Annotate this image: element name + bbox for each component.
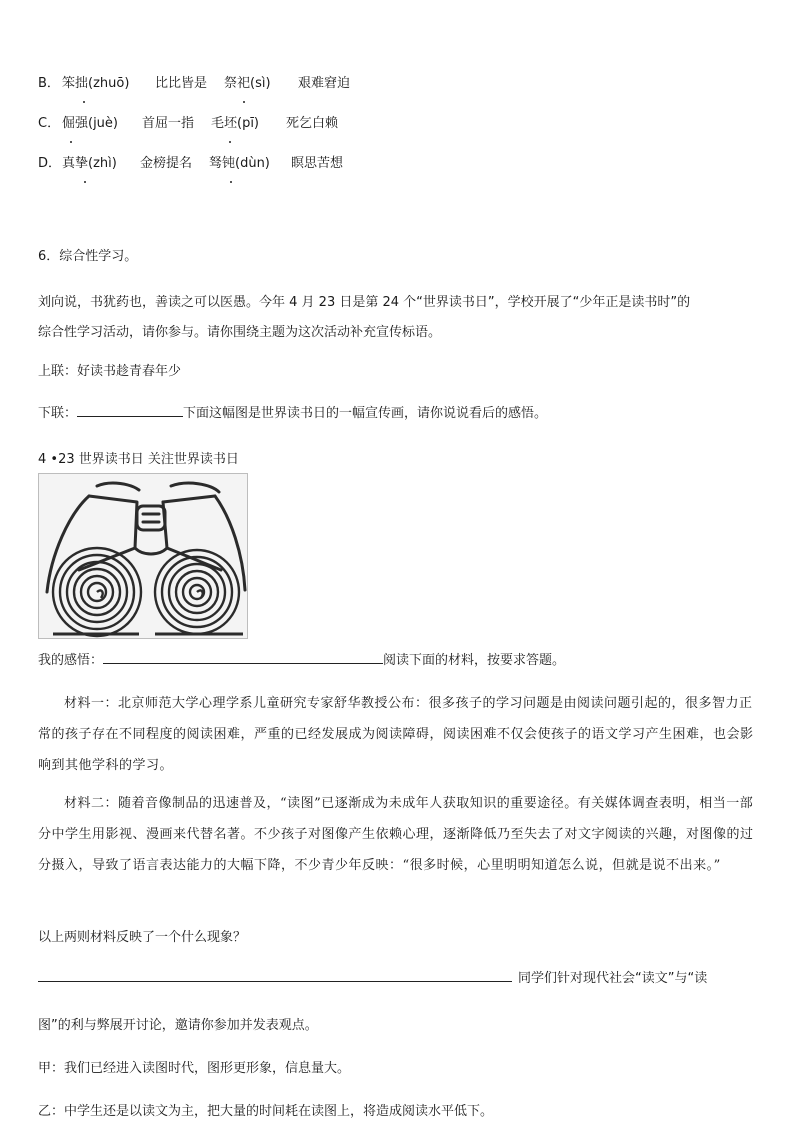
feeling-answer-blank[interactable] bbox=[103, 663, 383, 664]
question-6-intro-line-2: 综合性学习活动，请你参与。请你围绕主题为这次活动补充宣传标语。 bbox=[38, 325, 442, 340]
option-c bbox=[38, 113, 398, 135]
question-1: 以上两则材料反映了一个什么现象？ bbox=[38, 930, 247, 945]
material-1: 材料一：北京师范大学心理学系儿童研究专家舒华教授公布：很多孩子的学习问题是由阅读问题引起的，很多智力正常的孩子存在不同程度的阅读困难，严重的已经发展成为阅读障碍，阅读困难不仅会使孩子的语文学习产生困难，也会影响到其他学科的学习。 bbox=[38, 696, 754, 773]
option-b bbox=[38, 73, 398, 95]
question-6-intro-line-1: 刘向说，书犹药也，善读之可以医愚。今年 4 月 23 日是第 24 个“世界读书日”，学校开展了“少年正是读书时”的 bbox=[38, 295, 691, 310]
opinion-yi: 乙：中学生还是以读文为主，把大量的时间耗在读图上，将造成阅读水平低下。 bbox=[38, 1104, 494, 1119]
question-6-title: 6．综合性学习。 bbox=[38, 249, 138, 264]
xialian-line bbox=[38, 402, 547, 421]
option-b-letter: B． bbox=[38, 76, 60, 91]
option-b-item-4: 艰难窘迫 bbox=[298, 76, 351, 91]
discussion-line-1 bbox=[38, 967, 707, 986]
emphasis-dot bbox=[83, 101, 85, 103]
opinion-jia: 甲：我们已经进入读图时代，图形更形象，信息量大。 bbox=[38, 1061, 351, 1076]
feeling-line bbox=[38, 649, 565, 668]
discussion-text-1: 同学们针对现代社会“读文”与“读 bbox=[518, 971, 708, 986]
option-b-item-1: 笨拙(zhuō) bbox=[62, 76, 130, 91]
option-d bbox=[38, 153, 398, 175]
emphasis-dot bbox=[230, 181, 232, 183]
option-d-item-3: 驽钝(dùn) bbox=[209, 156, 270, 171]
option-b-item-2: 比比皆是 bbox=[155, 76, 208, 91]
option-b-item-3: 祭祀(sì) bbox=[224, 76, 271, 91]
discussion-line-2: 图”的利与弊展开讨论，邀请你参加并发表观点。 bbox=[38, 1018, 318, 1033]
emphasis-dot bbox=[229, 141, 231, 143]
option-d-item-2: 金榜提名 bbox=[140, 156, 193, 171]
option-d-letter: D． bbox=[38, 156, 62, 171]
emphasis-dot bbox=[70, 141, 72, 143]
option-d-item-1: 真挚(zhì) bbox=[62, 156, 117, 171]
binoculars-scroll-icon bbox=[39, 474, 247, 638]
option-c-item-3: 毛坯(pī) bbox=[211, 116, 260, 131]
option-c-item-2: 首屈一指 bbox=[142, 116, 195, 131]
poster-image bbox=[38, 473, 248, 639]
question-1-answer-blank[interactable] bbox=[38, 981, 512, 982]
poster-caption: 4 •23 世界读书日 关注世界读书日 bbox=[38, 452, 239, 467]
option-c-item-1: 倔强(juè) bbox=[62, 116, 118, 131]
option-c-item-4: 死乞白赖 bbox=[286, 116, 339, 131]
emphasis-dot bbox=[84, 181, 86, 183]
option-c-letter: C． bbox=[38, 116, 61, 131]
material-2: 材料二：随着音像制品的迅速普及，“读图”已逐渐成为未成年人获取知识的重要途径。有关媒体调查表明，相当一部分中学生用影视、漫画来代替名著。不少孩子对图像产生依赖心理，逐渐降低乃至失去了对文字阅读的兴趣，对图像的过分摄入，导致了语言表达能力的大幅下降，不少青少年反映：“很多时候，心里明明知道怎么说，但就是说不出来。” bbox=[38, 796, 754, 873]
xialian-label: 下联： bbox=[38, 406, 78, 421]
emphasis-dot bbox=[243, 101, 245, 103]
xialian-after-text: 下面这幅图是世界读书日的一幅宣传画，请你说说看后的感悟。 bbox=[183, 406, 548, 421]
feeling-after-text: 阅读下面的材料，按要求答题。 bbox=[383, 653, 566, 668]
feeling-label: 我的感悟： bbox=[38, 653, 104, 668]
option-d-item-4: 瞑思苦想 bbox=[291, 156, 344, 171]
xialian-answer-blank[interactable] bbox=[77, 416, 183, 417]
shanglian: 上联：好读书趁青春年少 bbox=[38, 364, 182, 379]
